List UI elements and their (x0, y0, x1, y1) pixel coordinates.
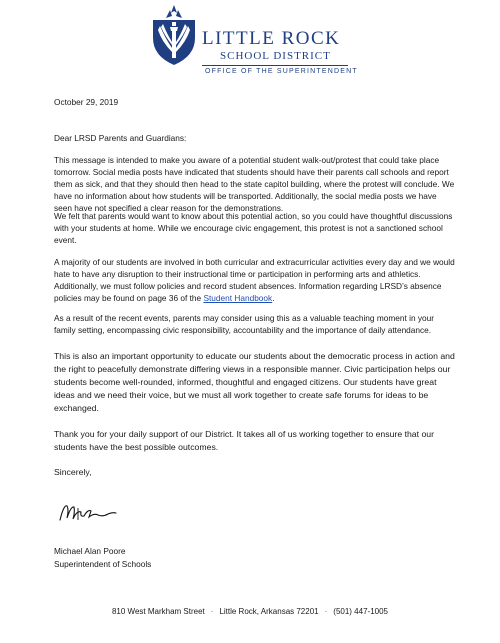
district-crest-logo (150, 4, 198, 66)
paragraph-5: This is also an important opportunity to educate our students about the democratic process in action and the right to peacefully demonstrate differing views in a responsible manner. Civic participation helps our students become well-rounded, informed, thoughtful and engaged citizens. Our students have great ideas and we need their voice, but we must all work together to create safe forums for ideas to be exchanged. (54, 351, 455, 413)
signer-name: Michael Alan Poore (54, 546, 126, 556)
paragraph-6: Thank you for your daily support of our District. It takes all of us working together to ensure that our students have the best possible outcomes. (54, 429, 435, 452)
student-handbook-link[interactable]: Student Handbook (203, 293, 273, 303)
letter-date: October 29, 2019 (54, 97, 119, 107)
signer-title: Superintendent of Schools (54, 559, 152, 569)
paragraph-3-end: . (272, 293, 275, 303)
paragraph-2: We felt that parents would want to know about this potential action, so you could have thoughtful discussions with your students at home. While we encourage civic engagement, this protest is not a sanctioned school event. (54, 211, 453, 245)
footer-contact (0, 607, 500, 616)
district-name: LITTLE ROCK (202, 28, 341, 49)
closing: Sincerely, (54, 467, 92, 477)
district-subtitle: SCHOOL DISTRICT (220, 50, 331, 62)
footer-address: 810 West Markham Street (111, 607, 205, 616)
footer-city: Little Rock, Arkansas 72201 (219, 607, 319, 616)
paragraph-4: As a result of the recent events, parents may consider using this as a valuable teaching moment in your family setting, encompassing civic responsibility, accountability and the importance of daily attendance. (54, 313, 435, 335)
salutation: Dear LRSD Parents and Guardians: (54, 133, 187, 143)
letterhead-rule (202, 65, 348, 66)
handwritten-signature (58, 500, 118, 526)
footer-separator: · (324, 607, 328, 616)
paragraph-3-text: A majority of our students are involved in both curricular and extracurricular activities every day and we would hate to have any disruption to their instructional time or participation in performing arts and athletics. Additionally, we must follow policies and record student absences. Information regarding LRSD’s absence policies may be found on page 36 of the (54, 257, 455, 303)
footer-separator: · (210, 607, 214, 616)
paragraph-3 (54, 256, 456, 304)
paragraph-1: This message is intended to make you aware of a potential student walk-out/protest that could take place tomorrow. Social media posts have indicated that students should have their parents call schools and report them as sick, and that they should then head to the state capitol building, where the protest will conclude. We have no information about how students will be transported. Additionally, the social media posts we have seen have not specified a clear reason for the demonstrations. (54, 155, 455, 213)
office-label: OFFICE OF THE SUPERINTENDENT (205, 68, 358, 75)
footer-phone: (501) 447-1005 (333, 607, 388, 616)
